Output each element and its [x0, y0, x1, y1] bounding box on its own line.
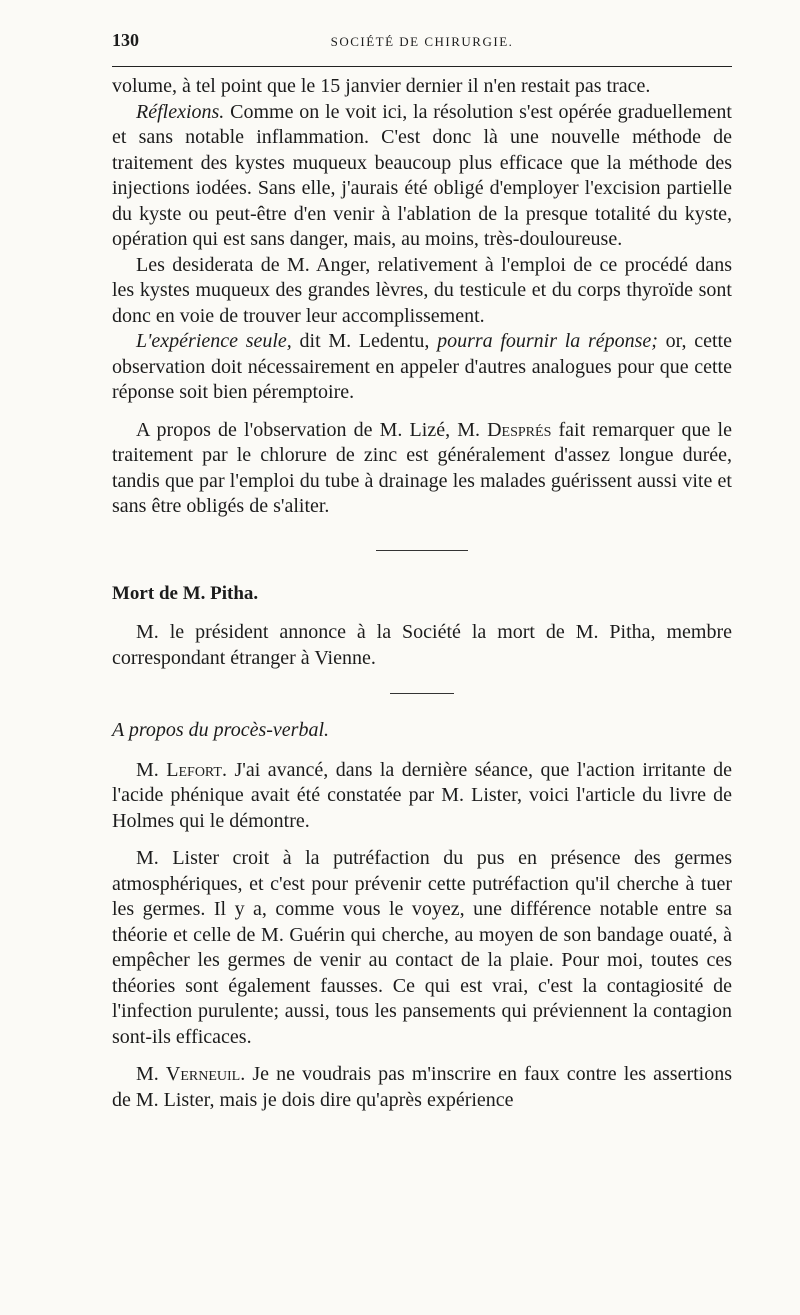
paragraph — [112, 74, 732, 100]
paragraph-text: Comme on le voit ici, la résolution s'est opérée graduellement et sans notable inflammation. C'est donc là une nouvelle méthode de traitement des kystes muqueux beaucoup plus efficace que la méthode des injections iodées. Sans elle, j'aurais été obligé d'employer l'excision partielle du kyste ou peut-être d'en venir à l'ablation de la presque totalité du kyste, opération qui est sans danger, mais, au moins, très-douloureuse. — [112, 100, 732, 250]
spacer — [112, 1050, 732, 1062]
section-heading: A propos du procès-verbal. — [112, 719, 330, 741]
quote: pourra fournir la réponse; — [437, 330, 658, 352]
running-title: SOCIÉTÉ DE CHIRURGIE. — [330, 34, 514, 49]
paragraph — [112, 100, 732, 253]
paragraph-text: M. Lister croit à la putréfaction du pus en présence des germes atmosphériques, et c'est pour prévenir cette putréfaction qu'il cherche à tuer les germes. Il y a, comme vous le voyez, une différence notable entre sa théorie et celle de M. Guérin qui cherche, au moyen de son bandage ouaté, à empêcher les germes de venir au contact de la plaie. Pour moi, toutes ces théories sont également fausses. Ce qui est vrai, c'est la contagiosité de l'infection purulente; aussi, tous les pansements qui préviennent la contagion sont-ils efficaces. — [112, 847, 732, 1048]
spacer — [112, 671, 732, 693]
header-rule — [112, 66, 732, 67]
paragraph — [112, 253, 732, 330]
paragraph — [112, 1062, 732, 1113]
spacer — [112, 744, 732, 758]
paragraph — [112, 620, 732, 671]
spacer — [112, 551, 732, 581]
section-heading: Mort de M. Pitha. — [112, 582, 259, 604]
paragraph — [112, 846, 732, 1050]
spacer — [112, 406, 732, 418]
spacer — [112, 606, 732, 620]
body-text — [112, 74, 732, 1113]
spacer — [112, 694, 732, 718]
paragraph-text: A propos de l'observation de M. Lizé, M. — [136, 418, 488, 441]
paragraph-text: Les desiderata de M. Anger, relativement à l'emploi de ce procédé dans les kystes muqueux des grandes lèvres, du testicule et du corps thyroïde sont donc en voie de trouver leur accomplissement. — [112, 253, 732, 327]
speaker-name: Després — [487, 418, 552, 441]
paragraph — [112, 329, 732, 406]
quote: L'expérience seule, — [136, 330, 292, 352]
paragraph-text: M. le président annonce à la Société la mort de M. Pitha, membre correspondant étranger à Vienne. — [112, 621, 732, 669]
spacer — [112, 834, 732, 846]
speaker-name: Lefort — [166, 758, 222, 781]
paragraph-text: . Je ne voudrais pas m'inscrire en faux contre les assertions de M. Lister, mais je dois dire qu'après expérience — [112, 1063, 732, 1111]
paragraph-text: or, cette observation doit nécessairement en appeler d'autres analogues pour que cette réponse soit bien péremptoire. — [112, 330, 732, 403]
paragraph-text: fait remarquer que le traitement par le chlorure de zinc est généralement d'assez longue durée, tandis que par l'emploi du tube à drainage les malades guérissent aussi vite et sans être obligés de s'aliter. — [112, 418, 732, 517]
paragraph-text: dit M. Ledentu, — [291, 330, 438, 352]
paragraph-text: . J'ai avancé, dans la dernière séance, que l'action irritante de l'acide phénique avait été constatée par M. Lister, voici l'article du livre de Holmes qui le démontre. — [112, 758, 732, 832]
speaker-name: Verneuil — [165, 1063, 241, 1085]
paragraph-text: volume, à tel point que le 15 janvier dernier il n'en restait pas trace. — [112, 75, 651, 97]
paragraph-text: M. — [136, 758, 167, 781]
page-number: 130 — [112, 30, 139, 50]
paragraph-lead: Réflexions. — [136, 100, 225, 123]
page-header — [112, 30, 732, 58]
paragraph — [112, 758, 732, 835]
spacer — [112, 520, 732, 550]
paragraph — [112, 418, 732, 520]
paragraph-text: M. — [136, 1063, 166, 1085]
